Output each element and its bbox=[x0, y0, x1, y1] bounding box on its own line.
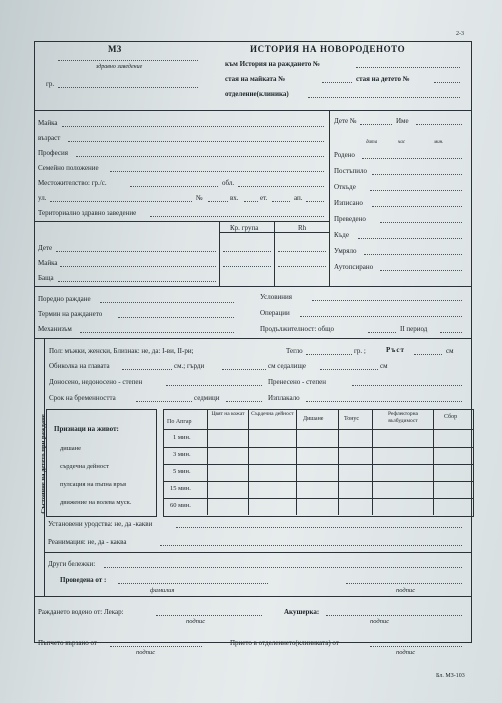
marital-label: Семейно положение bbox=[38, 164, 99, 172]
duration-label: Продължителност: общо bbox=[260, 325, 335, 333]
sign-item: пулсация на пъпна връв bbox=[60, 481, 127, 488]
signature-caption: подпис bbox=[396, 587, 416, 594]
institution-label: здравно заведение bbox=[96, 64, 143, 70]
blood-mother-label: Майка bbox=[38, 259, 58, 267]
page-number: 2-3 bbox=[456, 31, 464, 37]
name-label: Име bbox=[396, 117, 409, 125]
rh-header: Rh bbox=[298, 224, 307, 232]
state-at-birth-sidebar: Състояние на детето при раждане bbox=[40, 414, 47, 514]
mechanism-label: Механизъм bbox=[38, 325, 72, 333]
ministry: МЗ bbox=[108, 44, 122, 54]
operations-label: Операции bbox=[260, 309, 290, 317]
sign-item: движение на волева муск. bbox=[60, 499, 132, 506]
profession-label: Професия bbox=[38, 149, 68, 157]
performed-by-label: Проведена от : bbox=[60, 576, 107, 584]
midwife-signature-caption: подпис bbox=[370, 618, 390, 625]
child-no-label: Дете № bbox=[334, 117, 357, 125]
mother-label: Майка bbox=[38, 119, 58, 127]
height-label: Ръст bbox=[386, 346, 405, 354]
seat-unit: см bbox=[380, 362, 388, 370]
col-heart: Сърдечна дейност bbox=[251, 411, 294, 417]
birth-history-label: към История на раждането № bbox=[225, 60, 321, 68]
accepted-signature-caption: подпис bbox=[396, 649, 416, 656]
born-label: Родено bbox=[334, 151, 355, 159]
head-circ-label: Обиколка на главата bbox=[49, 362, 110, 370]
height-unit: см bbox=[446, 347, 454, 355]
floor-label: ет. bbox=[260, 194, 268, 202]
entrance-label: вх. bbox=[230, 194, 239, 202]
amniotic-label: Изплакало bbox=[268, 394, 300, 402]
form-code: Бл. МЗ-103 bbox=[436, 673, 465, 679]
apgar-table bbox=[163, 409, 474, 517]
weight-label: Тегло bbox=[286, 347, 303, 355]
accepted-label: Прието в отделението(клиниката) от bbox=[230, 639, 339, 647]
child-room-label: стая на детето № bbox=[356, 75, 410, 83]
admitted-label: Постъпило bbox=[334, 167, 368, 175]
transferred-label: Преведено bbox=[334, 215, 366, 223]
from-where-label: Откъде bbox=[334, 183, 356, 191]
street-label: ул. bbox=[38, 194, 47, 202]
col-breath: Дишане bbox=[303, 416, 324, 422]
weeks-label: седмици bbox=[194, 394, 220, 402]
cord-tied-label: Пъпчето вързано от bbox=[38, 639, 97, 647]
blood-father-label: Баща bbox=[38, 274, 54, 282]
number-label: № bbox=[196, 194, 203, 202]
birth-doctor-label: Раждането водено от: Лекар: bbox=[38, 608, 124, 616]
autopsy-label: Аутопсирано bbox=[334, 263, 374, 271]
signs-title: Признаци на живот: bbox=[54, 425, 119, 433]
apgar-time: 15 мин. bbox=[170, 485, 191, 492]
city-prefix: гр. bbox=[46, 80, 55, 88]
carried-label: Доносено, недоносено - степен bbox=[49, 378, 143, 386]
sex-twin-label: Пол: мъжки, женски, Близнак: не, да: I-ви, II-ри; bbox=[49, 347, 194, 355]
discharged-label: Изписано bbox=[334, 199, 363, 207]
col-sum: Сбор bbox=[444, 414, 458, 420]
seat-label: см седалище bbox=[268, 362, 306, 370]
col-apgar: По Апгар bbox=[167, 419, 192, 425]
surname-caption: фамилия bbox=[150, 587, 175, 594]
territorial-label: Териториално здравно заведение bbox=[38, 209, 137, 217]
sign-item: сърдечна дейност bbox=[60, 463, 109, 470]
apgar-time: 5 мин. bbox=[173, 468, 191, 475]
col-skin: Цвят на кожат bbox=[211, 411, 245, 417]
apgar-time: 1 мин. bbox=[173, 434, 191, 441]
min-col-label: мин. bbox=[434, 140, 444, 145]
apgar-time: 60 мин. bbox=[170, 502, 191, 509]
midwife-label: Акушерка: bbox=[284, 608, 320, 616]
blood-group-header: Кр. група bbox=[230, 224, 259, 232]
apgar-time: 3 мин. bbox=[173, 451, 191, 458]
birth-term-label: Термин на раждането bbox=[38, 310, 103, 318]
region-label: обл. bbox=[222, 179, 235, 187]
chest-label: см.; гърди bbox=[174, 362, 205, 370]
col-reflex: Рефлекторна възбудимост bbox=[388, 411, 418, 424]
residence-label: Местожителство: гр./с. bbox=[38, 179, 107, 187]
resuscitation-label: Реанимация: не, да - каква bbox=[48, 538, 127, 546]
cord-signature-caption: подпис bbox=[136, 649, 156, 656]
date-col-label: дата bbox=[366, 140, 378, 145]
blood-child-label: Дете bbox=[38, 244, 53, 252]
other-notes-label: Други бележки: bbox=[48, 560, 96, 568]
age-label: възраст bbox=[38, 134, 61, 142]
overcarried-label: Пренесено - степен bbox=[268, 378, 326, 386]
conditions-label: Условиния bbox=[260, 293, 292, 301]
second-period-label: II период bbox=[400, 325, 428, 333]
pregnancy-term-label: Срок на бременността bbox=[49, 394, 116, 402]
sign-item: дишане bbox=[60, 445, 82, 452]
col-tonus: Тонус bbox=[344, 416, 360, 422]
birth-order-label: Поредно раждане bbox=[38, 295, 91, 303]
ward-label: отделение(клиника) bbox=[225, 90, 289, 98]
form-title: ИСТОРИЯ НА НОВОРОДЕНОТО bbox=[250, 44, 406, 54]
gram-unit: гр. ; bbox=[354, 347, 366, 355]
anomalies-label: Установени уродства: не, да -какви bbox=[48, 520, 153, 528]
doctor-signature-caption: подпис bbox=[186, 618, 206, 625]
died-label: Умряло bbox=[334, 247, 357, 255]
hour-col-label: час bbox=[398, 140, 406, 145]
where-label: Къде bbox=[334, 231, 349, 239]
mother-room-label: стая на майката № bbox=[225, 75, 286, 83]
apartment-label: ап. bbox=[294, 194, 303, 202]
